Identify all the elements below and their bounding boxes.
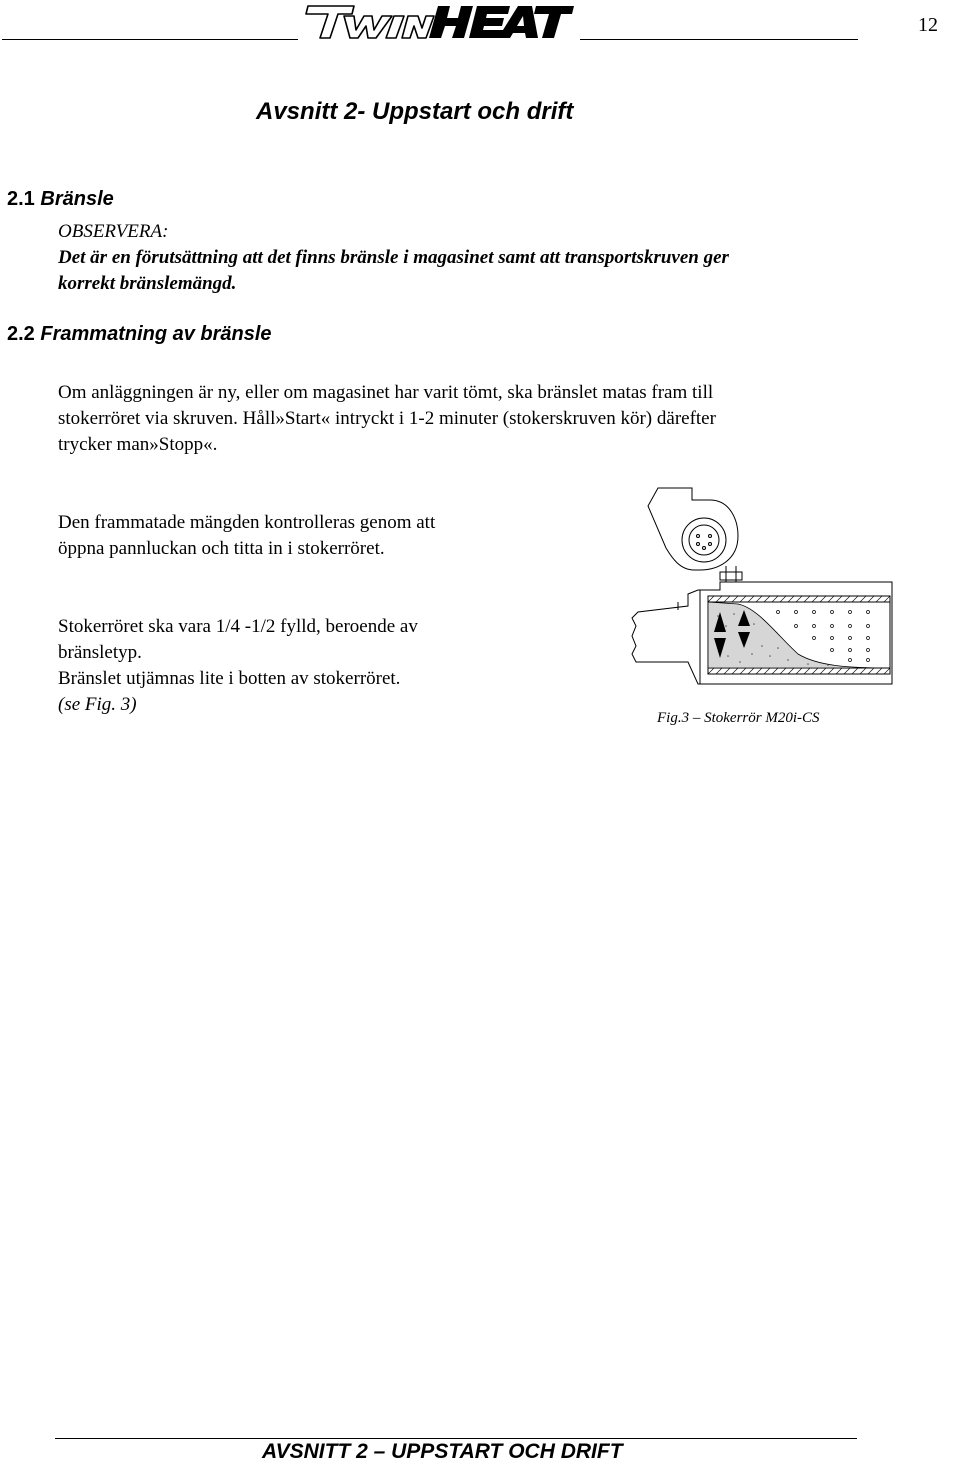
note-label: OBSERVERA: bbox=[58, 221, 169, 242]
paragraph-line: Stokerröret ska vara 1/4 -1/2 fylld, beroende av bbox=[58, 616, 418, 637]
footer-rule bbox=[55, 1438, 857, 1439]
twin-heat-logo bbox=[298, 2, 576, 42]
paragraph-fill-level bbox=[58, 614, 418, 718]
paragraph-check bbox=[58, 510, 435, 562]
figure-caption: Fig.3 – Stokerrör M20i-CS bbox=[657, 710, 820, 726]
paragraph-line: Om anläggningen är ny, eller om magasinet har varit tömt, ska bränslet matas fram till bbox=[58, 382, 714, 403]
paragraph-line: Den frammatade mängden kontrolleras genom att bbox=[58, 512, 436, 533]
paragraph-feeding bbox=[58, 380, 716, 458]
heading-number: 2.2 bbox=[7, 323, 35, 345]
note-line: Det är en förutsättning att det finns bränsle i magasinet samt att transportskruven ger bbox=[58, 247, 729, 268]
stoker-tube-figure bbox=[628, 486, 898, 708]
heading-number: 2.1 bbox=[7, 188, 35, 210]
heading-title: Frammatning av bränsle bbox=[40, 323, 272, 345]
paragraph-line: Bränslet utjämnas lite i botten av stokerröret. bbox=[58, 668, 401, 689]
header-rule-left bbox=[2, 39, 298, 40]
note-line: korrekt bränslemängd. bbox=[58, 273, 237, 294]
paragraph-line: bränsletyp. bbox=[58, 642, 142, 663]
paragraph-line: öppna pannluckan och titta in i stokerröret. bbox=[58, 538, 385, 559]
heading-2-1 bbox=[7, 188, 114, 211]
heading-2-2 bbox=[7, 323, 272, 346]
paragraph-line: stokerröret via skruven. Håll»Start« intryckt i 1-2 minuter (stokerskruven kör) därefter bbox=[58, 408, 716, 429]
heading-title: Bränsle bbox=[40, 188, 114, 210]
fuel-pile bbox=[708, 602, 890, 668]
header-rule-right bbox=[580, 39, 858, 40]
page-number: 12 bbox=[918, 14, 938, 36]
section-title: Avsnitt 2- Uppstart och drift bbox=[256, 98, 574, 125]
paragraph-line: (se Fig. 3) bbox=[58, 694, 137, 715]
fan-housing bbox=[648, 488, 738, 570]
footer-text: AVSNITT 2 – UPPSTART OCH DRIFT bbox=[262, 1440, 623, 1463]
paragraph-line: trycker man»Stopp«. bbox=[58, 434, 218, 455]
note-block bbox=[58, 219, 729, 297]
